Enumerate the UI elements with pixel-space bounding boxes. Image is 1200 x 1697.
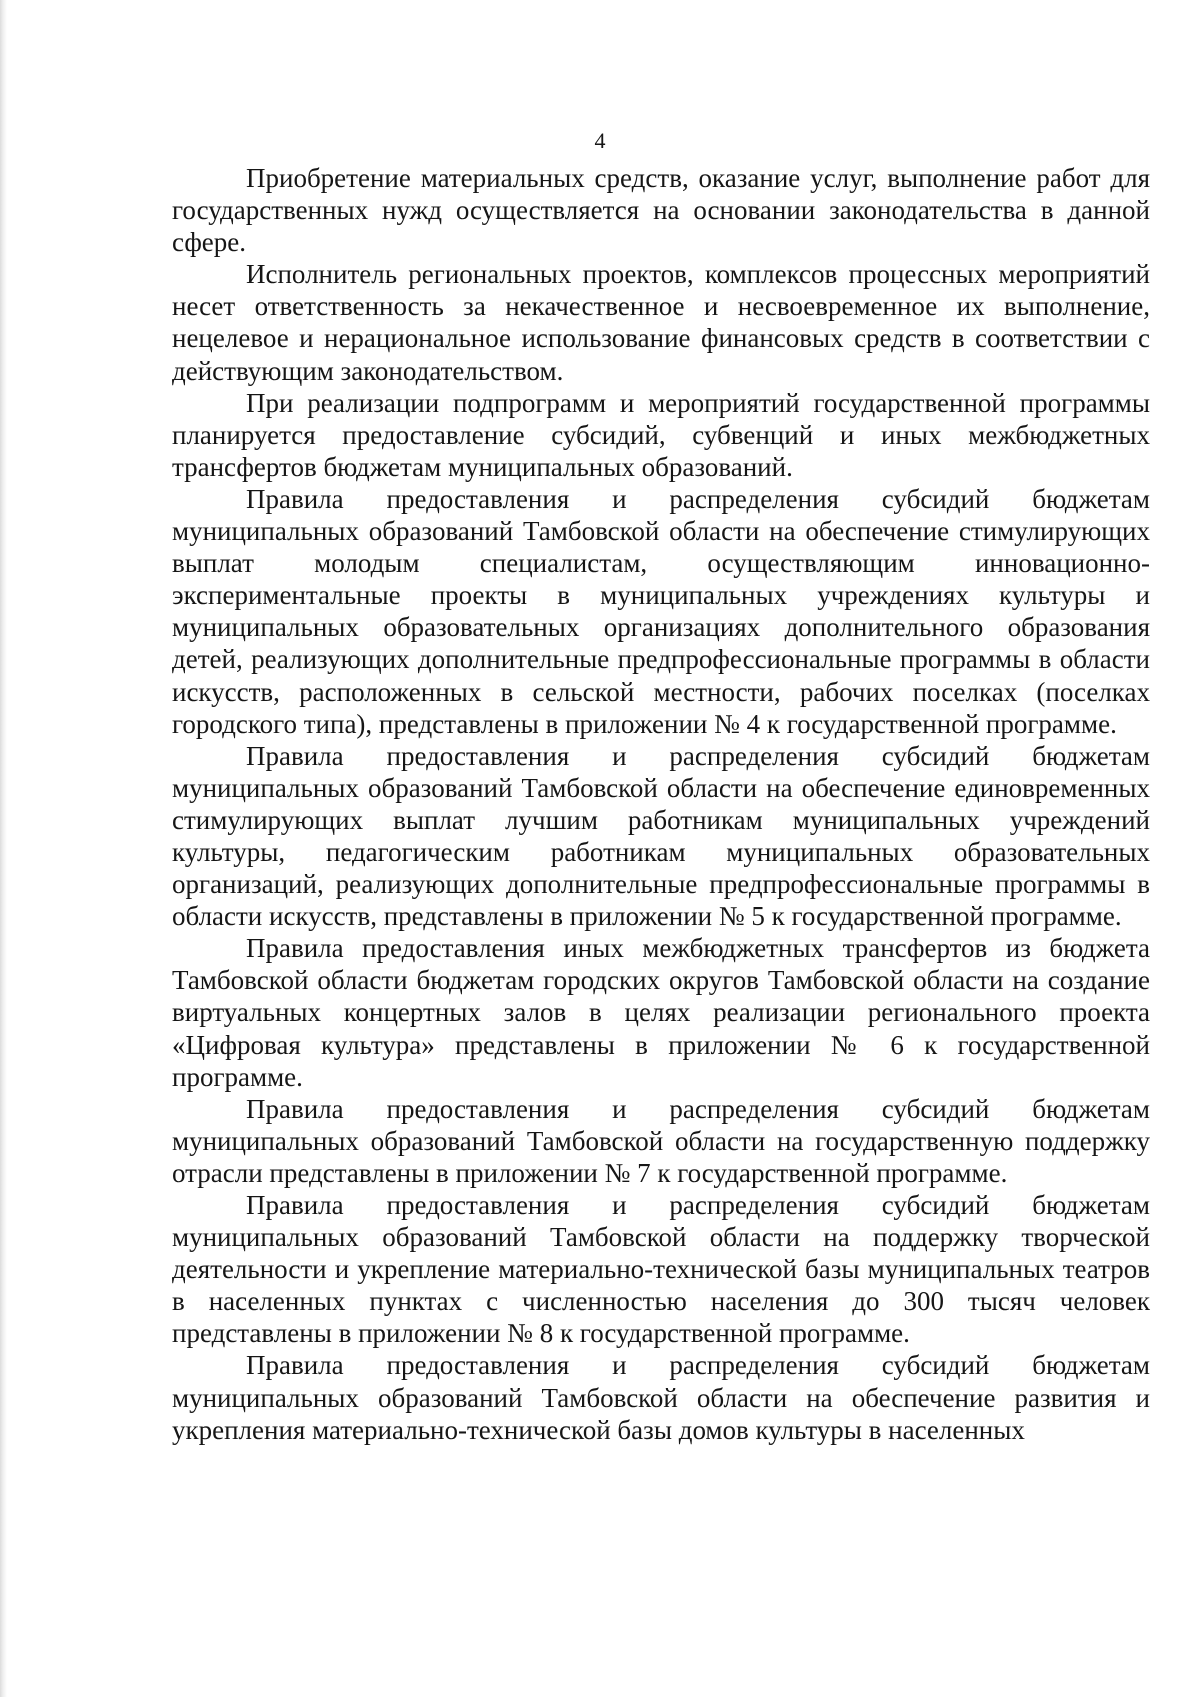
paragraph-procurement: Приобретение материальных средств, оказание услуг, выполнение работ для государственных нужд осуществляется на основании законодательства в данной сфере. — [172, 163, 1150, 258]
paragraph-rules-appendix-5: Правила предоставления и распределения субсидий бюджетам муниципальных образований Тамбовской области на обеспечение единовременных стимулирующих выплат лучшим работникам муниципальных учреждений культуры, педагогическим работникам муниципальных образовательных организаций, реализующих дополнительные предпрофессиональные программы в области искусств, представлены в приложении № 5 к государственной программе. — [172, 740, 1150, 932]
paragraph-interbudget-transfers: При реализации подпрограмм и мероприятий государственной программы планируется предоставление субсидий, субвенций и иных межбюджетных трансфертов бюджетам муниципальных образований. — [172, 387, 1150, 482]
paragraph-rules-appendix-8: Правила предоставления и распределения субсидий бюджетам муниципальных образований Тамбовской области на поддержку творческой деятельности и укрепление материально-технической базы муниципальных театров в населенных пунктах с численностью населения до 300 тысяч человек представлены в приложении № 8 к государственной программе. — [172, 1190, 1150, 1349]
paragraph-rules-appendix-6: Правила предоставления иных межбюджетных трансфертов из бюджета Тамбовской области бюджетам городских округов Тамбовской области на создание виртуальных концертных залов в целях реализации регионального проекта «Цифровая культура» представлены в приложении № 6 к государственной программе. — [172, 933, 1150, 1092]
paragraph-rules-appendix-4: Правила предоставления и распределения субсидий бюджетам муниципальных образований Тамбовской области на обеспечение стимулирующих выплат молодым специалистам, осуществляющим инновационно-экспериментальные проекты в муниципальных учреждениях культуры и муниципальных образовательных организациях дополнительного образования детей, реализующих дополнительные предпрофессиональные программы в области искусств, расположенных в сельской местности, рабочих поселках (поселках городского типа), представлены в приложении № 4 к государственной программе. — [172, 483, 1150, 739]
paragraph-executor-responsibility: Исполнитель региональных проектов, комплексов процессных мероприятий несет ответственность за некачественное и несвоевременное их выполнение, нецелевое и нерациональное использование финансовых средств в соответствии с действующим законодательством. — [172, 259, 1150, 386]
document-body — [172, 162, 1150, 1446]
paragraph-rules-houses-of-culture: Правила предоставления и распределения субсидий бюджетам муниципальных образований Тамбовской области на обеспечение развития и укрепления материально-технической базы домов культуры в населенных — [172, 1350, 1150, 1445]
page-number: 4 — [594, 128, 606, 153]
paragraph-rules-appendix-7: Правила предоставления и распределения субсидий бюджетам муниципальных образований Тамбовской области на государственную поддержку отрасли представлены в приложении № 7 к государственной программе. — [172, 1093, 1150, 1188]
